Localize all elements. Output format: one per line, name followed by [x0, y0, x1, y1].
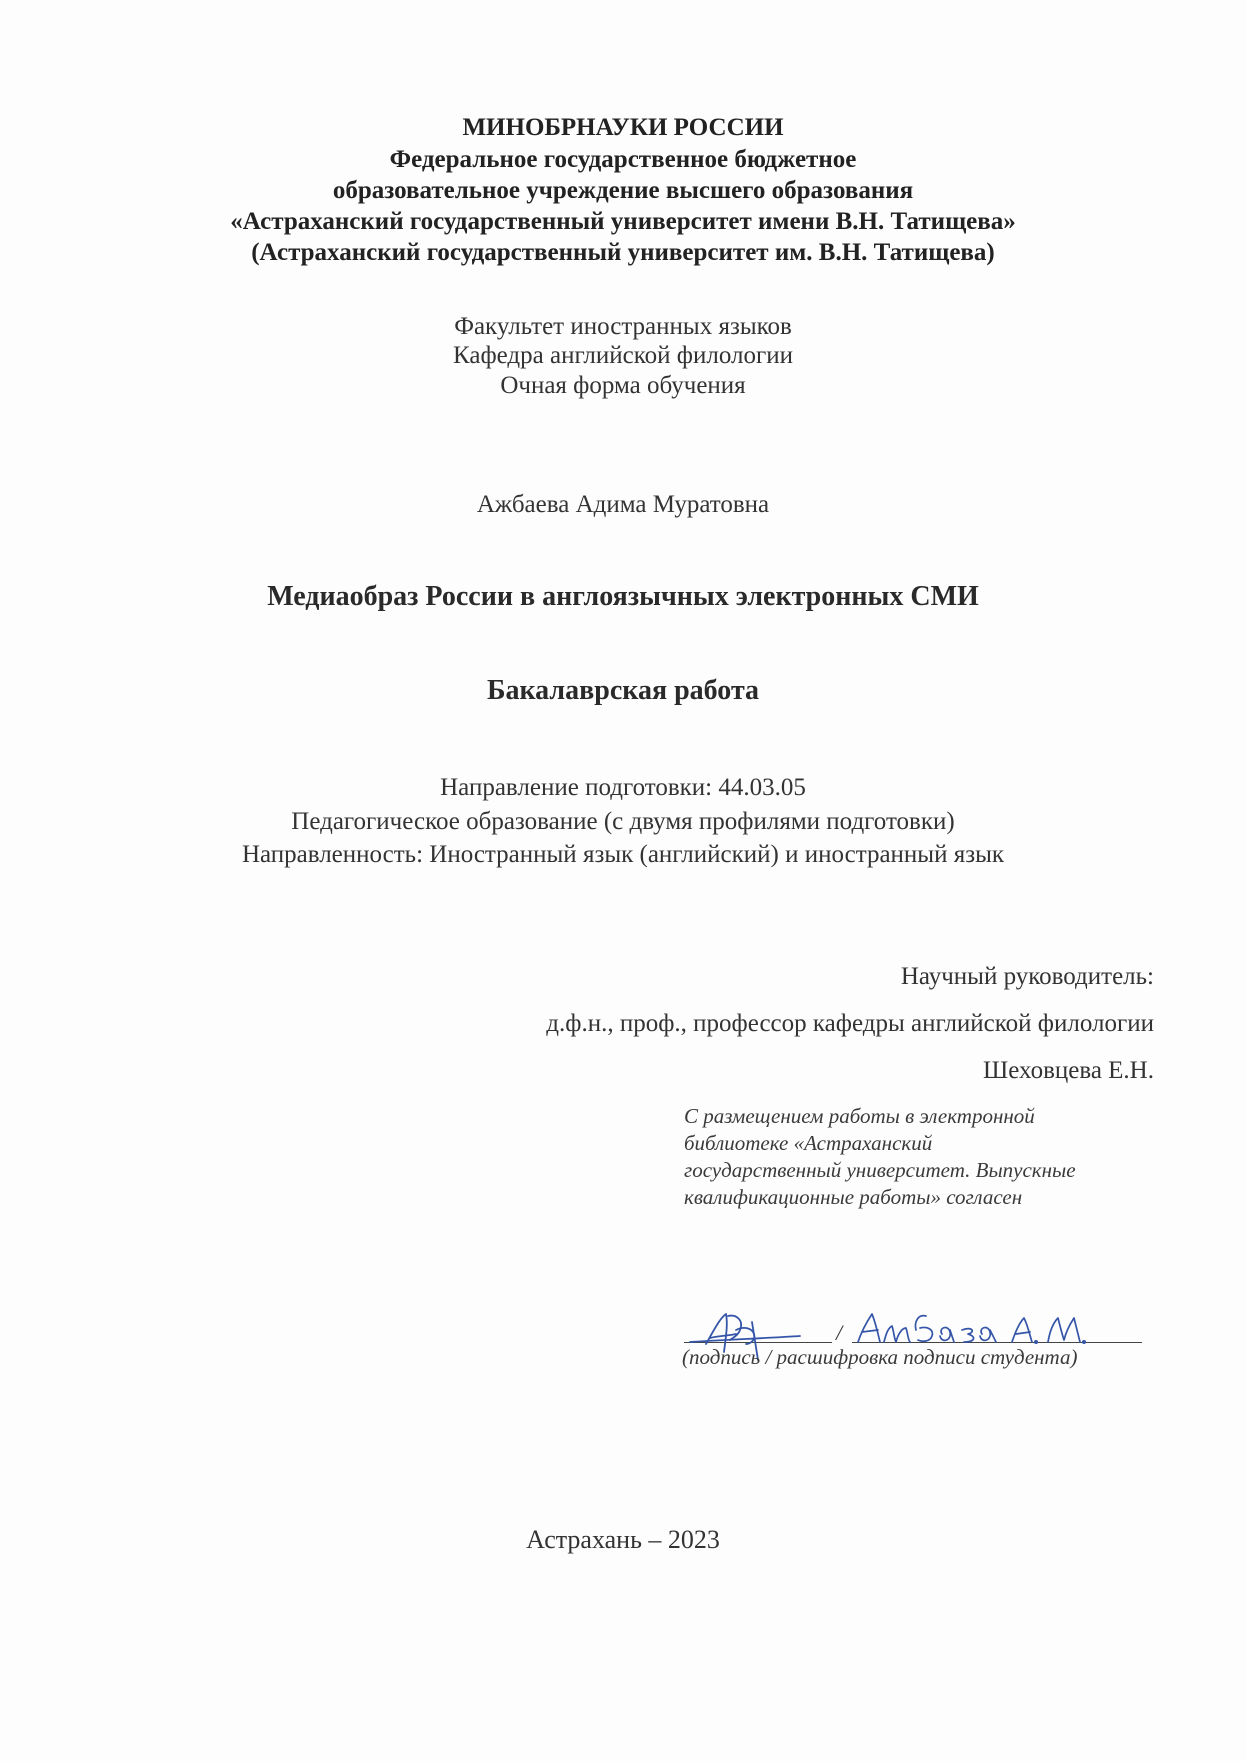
ministry-title: МИНОБРНАУКИ РОССИИ [462, 114, 784, 141]
institution-line-1: Федеральное государственное бюджетное [389, 146, 857, 173]
signature-caption: (подпись / расшифровка подписи студента) [682, 1345, 1078, 1369]
program-name: Педагогическое образование (с двумя профилями подготовки) [291, 808, 955, 835]
institution-line-2: образовательное учреждение высшего образования [332, 177, 914, 204]
supervisor-position: д.ф.н., проф., профессор кафедры английской филологии [546, 1010, 1154, 1037]
program-focus: Направленность: Иностранный язык (английский) и иностранный язык [241, 841, 1005, 868]
supervisor-label: Научный руководитель: [900, 963, 1154, 990]
city-year: Астрахань – 2023 [526, 1525, 720, 1554]
consent-line-1: С размещением работы в электронной [684, 1104, 1035, 1128]
institution-line-3: «Астраханский государственный университет имени В.Н. Татищева» [230, 208, 1016, 235]
author-name: Ажбаева Адима Муратовна [476, 491, 770, 518]
supervisor-name: Шеховцева Е.Н. [983, 1057, 1154, 1084]
consent-line-2: библиотеке «Астраханский [684, 1131, 933, 1155]
consent-line-4: квалификационные работы» согласен [684, 1185, 1023, 1209]
work-type: Бакалаврская работа [486, 675, 760, 706]
chair-name: Кафедра английской филологии [453, 342, 793, 369]
study-form: Очная форма обучения [500, 372, 746, 399]
signature-separator: / [836, 1320, 843, 1345]
thesis-title: Медиаобраз России в англоязычных электронных СМИ [267, 581, 979, 612]
direction-code: Направление подготовки: 44.03.05 [440, 774, 806, 801]
institution-line-4: (Астраханский государственный университет им. В.Н. Татищева) [251, 239, 995, 266]
faculty-name: Факультет иностранных языков [454, 313, 792, 340]
consent-line-3: государственный университет. Выпускные [684, 1158, 1076, 1182]
